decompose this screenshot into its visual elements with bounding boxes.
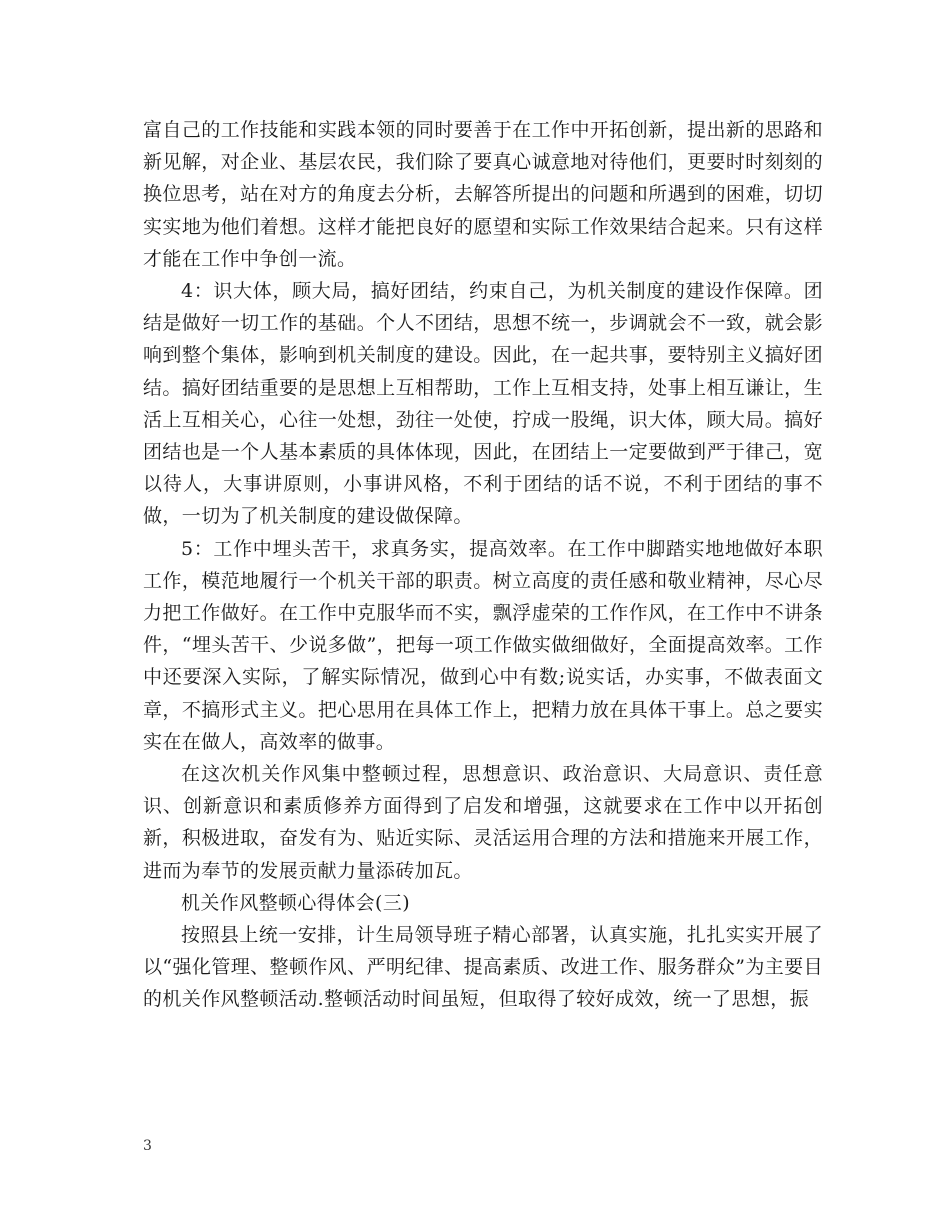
paragraph-3: 5：工作中埋头苦干，求真务实，提高效率。在工作中脚踏实地地做好本职工作，模范地履行一个机关干部的职责。树立高度的责任感和敬业精神，尽心尽力把工作做好。在工作中克服华而不实，飘浮虚荣的工作作风，在工作中不讲条件，“埋头苦干、少说多做”，把每一项工作做实做细做好，全面提高效率。工作中还要深入实际，了解实际情况，做到心中有数;说实话，办实事，不做表面文章，不搞形式主义。把心思用在具体工作上，把精力放在具体干事上。总之要实实在在做人，高效率的做事。	[143, 537, 823, 753]
section-heading: 机关作风整顿心得体会(三)	[181, 891, 411, 914]
paragraph-1: 富自己的工作技能和实践本领的同时要善于在工作中开拓创新，提出新的思路和新见解，对企业、基层农民，我们除了要真心诚意地对待他们，更要时时刻刻的换位思考，站在对方的角度去分析，去解答所提出的问题和所遇到的困难，切切实实地为他们着想。这样才能把良好的愿望和实际工作效果结合起来。只有这样才能在工作中争创一流。	[143, 119, 823, 270]
paragraph-4: 在这次机关作风集中整顿过程，思想意识、政治意识、大局意识、责任意识、创新意识和素质修养方面得到了启发和增强，这就要求在工作中以开拓创新，积极进取，奋发有为、贴近实际、灵活运用合理的方法和措施来开展工作，进而为奉节的发展贡献力量添砖加瓦。	[143, 763, 823, 882]
page-number: 3	[143, 1138, 152, 1154]
paragraph-5: 按照县上统一安排，计生局领导班子精心部署，认真实施，扎扎实实开展了以“强化管理、整顿作风、严明纪律、提高素质、改进工作、服务群众”为主要目的机关作风整顿活动.整顿活动时间虽短，但取得了较好成效，统一了思想，振	[143, 924, 823, 1011]
document-body	[143, 114, 823, 1016]
paragraph-2: 4：识大体，顾大局，搞好团结，约束自己，为机关制度的建设作保障。团结是做好一切工作的基础。个人不团结，思想不统一，步调就会不一致，就会影响到整个集体，影响到机关制度的建设。因此，在一起共事，要特别主义搞好团结。搞好团结重要的是思想上互相帮助，工作上互相支持，处事上相互谦让，生活上互相关心，心往一处想，劲往一处使，拧成一股绳，识大体，顾大局。搞好团结也是一个人基本素质的具体体现，因此，在团结上一定要做到严于律己，宽以待人，大事讲原则，小事讲风格，不利于团结的话不说，不利于团结的事不做，一切为了机关制度的建设做保障。	[143, 280, 823, 528]
